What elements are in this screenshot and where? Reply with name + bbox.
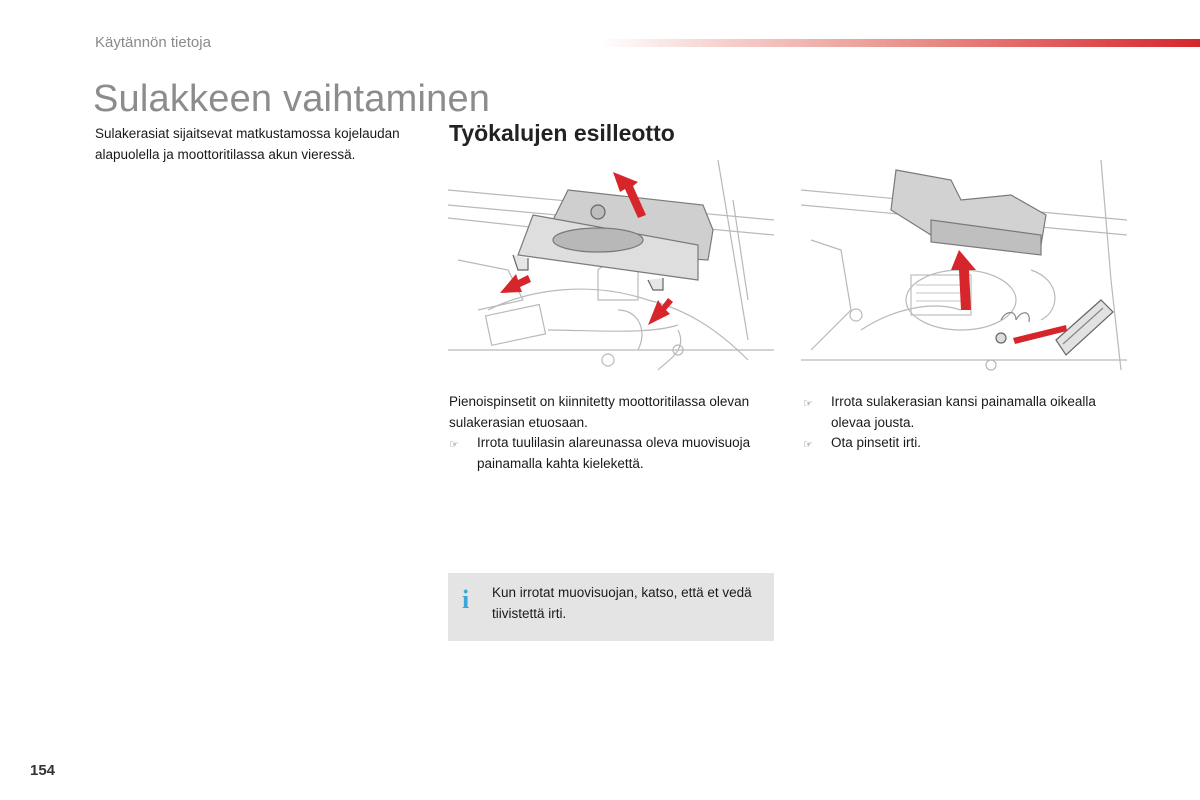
left-column-text (449, 392, 769, 474)
right-bullet-item (803, 392, 1123, 433)
left-bullet-text: Irrota tuulilasin alareunassa oleva muovisuoja painamalla kahta kielekettä. (477, 435, 751, 471)
right-column-text (803, 392, 1123, 456)
info-icon: i (462, 585, 470, 614)
right-bullet-text: Irrota sulakerasian kansi painamalla oikealla olevaa jousta. (831, 394, 1096, 430)
page-title: Sulakkeen vaihtaminen (93, 78, 491, 120)
header-accent-bar (600, 39, 1200, 47)
info-text: Kun irrotat muovisuojan, katso, että et vedä tiivistettä irti. (492, 585, 752, 621)
right-bullet-item (803, 433, 1123, 456)
hand-pointer-icon: ☞ (803, 439, 813, 451)
page-number: 154 (30, 762, 56, 779)
info-box (448, 573, 774, 641)
section-label: Käytännön tietoja (95, 34, 211, 51)
intro-text: Sulakerasiat sijaitsevat matkustamossa kojelaudan alapuolella ja moottoritilassa akun vieressä. (95, 126, 400, 162)
hand-pointer-icon: ☞ (449, 439, 459, 451)
hand-pointer-icon: ☞ (803, 398, 813, 410)
illustration-fusebox-tweezers (801, 160, 1127, 378)
section-subtitle: Työkalujen esilleotto (449, 120, 675, 146)
left-bullet-item (449, 433, 769, 474)
right-bullet-text: Ota pinsetit irti. (831, 435, 922, 450)
illustration-cover-removal (448, 160, 774, 378)
left-paragraph: Pienoispinsetit on kiinnitetty moottoritilassa olevan sulakerasian etuosaan. (449, 394, 750, 430)
